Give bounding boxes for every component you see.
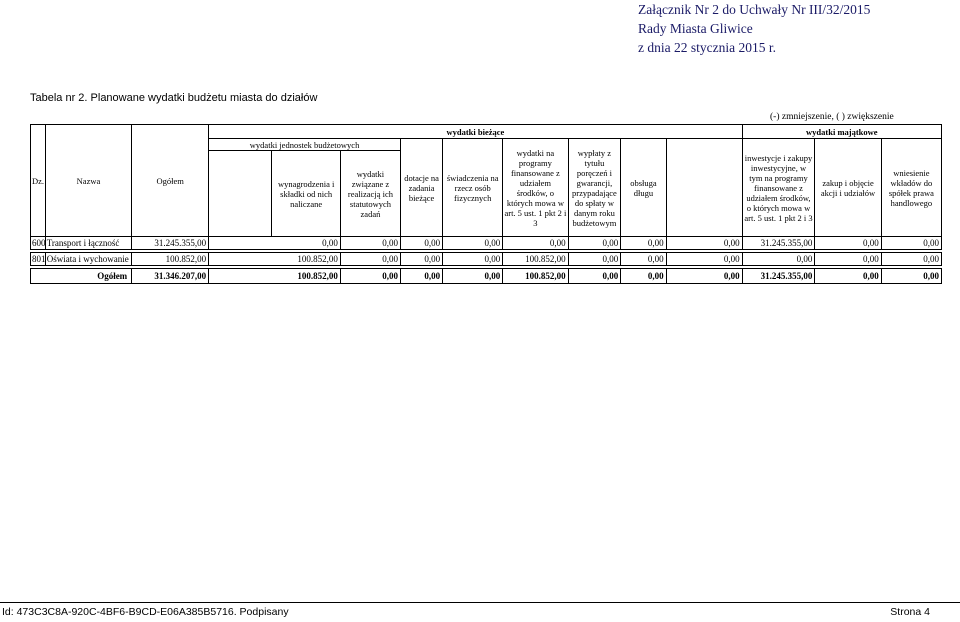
- cell-swiadczenia: 0,00: [443, 253, 503, 266]
- table-row: [31, 237, 942, 250]
- cell-programy: 0,00: [503, 237, 568, 250]
- total-label: Ogółem: [31, 269, 132, 284]
- total-wklady: 0,00: [881, 269, 941, 284]
- col-programy: wydatki na programy finansowane z udziałem środków, o których mowa w art. 5 ust. 1 pkt 2 i 3: [503, 139, 568, 237]
- expenditure-table: [30, 124, 942, 284]
- cell-dlug: 0,00: [621, 237, 666, 250]
- col-statutowe: wydatki związane z realizacją ich statutowych zadań: [340, 151, 400, 237]
- row-dz: 801: [32, 253, 46, 264]
- total-programy: 100.852,00: [503, 269, 568, 284]
- total-akcje: 0,00: [815, 269, 881, 284]
- cell-extra: 0,00: [666, 253, 742, 266]
- attachment-line-1: Załącznik Nr 2 do Uchwały Nr III/32/2015: [638, 2, 871, 17]
- document-id: Id: 473C3C8A-920C-4BF6-B9CD-E06A385B5716. Podpisany: [2, 606, 289, 618]
- cell-poreczenia: 0,00: [568, 237, 621, 250]
- col-jednostek: wydatki jednostek budżetowych: [209, 139, 401, 151]
- cell-akcje: 0,00: [815, 253, 881, 266]
- attachment-line-2: Rady Miasta Gliwice: [638, 21, 753, 36]
- col-inwestycje: inwestycje i zakupy inwestycyjne, w tym na programy finansowane z udziałem środków, o których mowa w art. 5 ust. 1 pkt 2 i 3: [742, 139, 815, 237]
- col-poreczenia: wypłaty z tytułu poręczeń i gwarancji, przypadające do spłaty w danym roku budżetowym: [568, 139, 621, 237]
- total-ogolem: 31.346.207,00: [132, 269, 209, 284]
- cell-wklady: 0,00: [881, 237, 941, 250]
- total-inwestycje: 31.245.355,00: [742, 269, 815, 284]
- row-dz: 600: [32, 237, 46, 248]
- attachment-line-3: z dnia 22 stycznia 2015 r.: [638, 40, 776, 55]
- cell-wynagrodzenia: 100.852,00: [209, 253, 341, 266]
- cell-statutowe: 0,00: [340, 253, 400, 266]
- cell-dlug: 0,00: [621, 253, 666, 266]
- attachment-header: [638, 0, 938, 57]
- total-row: [31, 269, 942, 284]
- cell-wklady: 0,00: [881, 253, 941, 266]
- sign-note: (-) zmniejszenie, ( ) zwiększenie: [770, 112, 894, 122]
- table-title: Tabela nr 2. Planowane wydatki budżetu miasta do działów: [30, 92, 318, 104]
- col-dlug: obsługa długu: [621, 139, 666, 237]
- footer-divider: [0, 602, 960, 603]
- col-wydatki-biezace: wydatki bieżące: [209, 125, 742, 139]
- cell-akcje: 0,00: [815, 237, 881, 250]
- col-nazwa: Nazwa: [45, 125, 131, 237]
- total-extra: 0,00: [666, 269, 742, 284]
- cell-inwestycje: 31.245.355,00: [742, 237, 815, 250]
- row-nazwa: Oświata i wychowanie: [45, 253, 131, 266]
- cell-ogolem: 31.245.355,00: [132, 237, 209, 250]
- cell-dotacje: 0,00: [400, 253, 442, 266]
- total-dlug: 0,00: [621, 269, 666, 284]
- col-ogolem: Ogółem: [132, 125, 209, 237]
- cell-wynagrodzenia: 0,00: [209, 237, 341, 250]
- total-poreczenia: 0,00: [568, 269, 621, 284]
- cell-programy: 100.852,00: [503, 253, 568, 266]
- table-row: [31, 253, 942, 266]
- total-dotacje: 0,00: [400, 269, 442, 284]
- col-wynagrodzenia: wynagrodzenia i składki od nich naliczane: [272, 151, 341, 237]
- cell-extra: 0,00: [666, 237, 742, 250]
- cell-poreczenia: 0,00: [568, 253, 621, 266]
- col-wklady: wniesienie wkładów do spółek prawa handlowego: [881, 139, 941, 237]
- col-dotacje: dotacje na zadania bieżące: [400, 139, 442, 237]
- col-swiadczenia: świadczenia na rzecz osób fizycznych: [443, 139, 503, 237]
- total-statutowe: 0,00: [340, 269, 400, 284]
- row-nazwa: Transport i łączność: [45, 237, 131, 250]
- cell-swiadczenia: 0,00: [443, 237, 503, 250]
- cell-inwestycje: 0,00: [742, 253, 815, 266]
- cell-ogolem: 100.852,00: [132, 253, 209, 266]
- cell-statutowe: 0,00: [340, 237, 400, 250]
- col-akcje: zakup i objęcie akcji i udziałów: [815, 139, 881, 237]
- total-wynagrodzenia: 100.852,00: [209, 269, 341, 284]
- col-wydatki-majatkowe: wydatki majątkowe: [742, 125, 941, 139]
- col-dz: Dz.: [31, 125, 46, 237]
- cell-dotacje: 0,00: [400, 237, 442, 250]
- page-number: Strona 4: [890, 606, 930, 618]
- total-swiadczenia: 0,00: [443, 269, 503, 284]
